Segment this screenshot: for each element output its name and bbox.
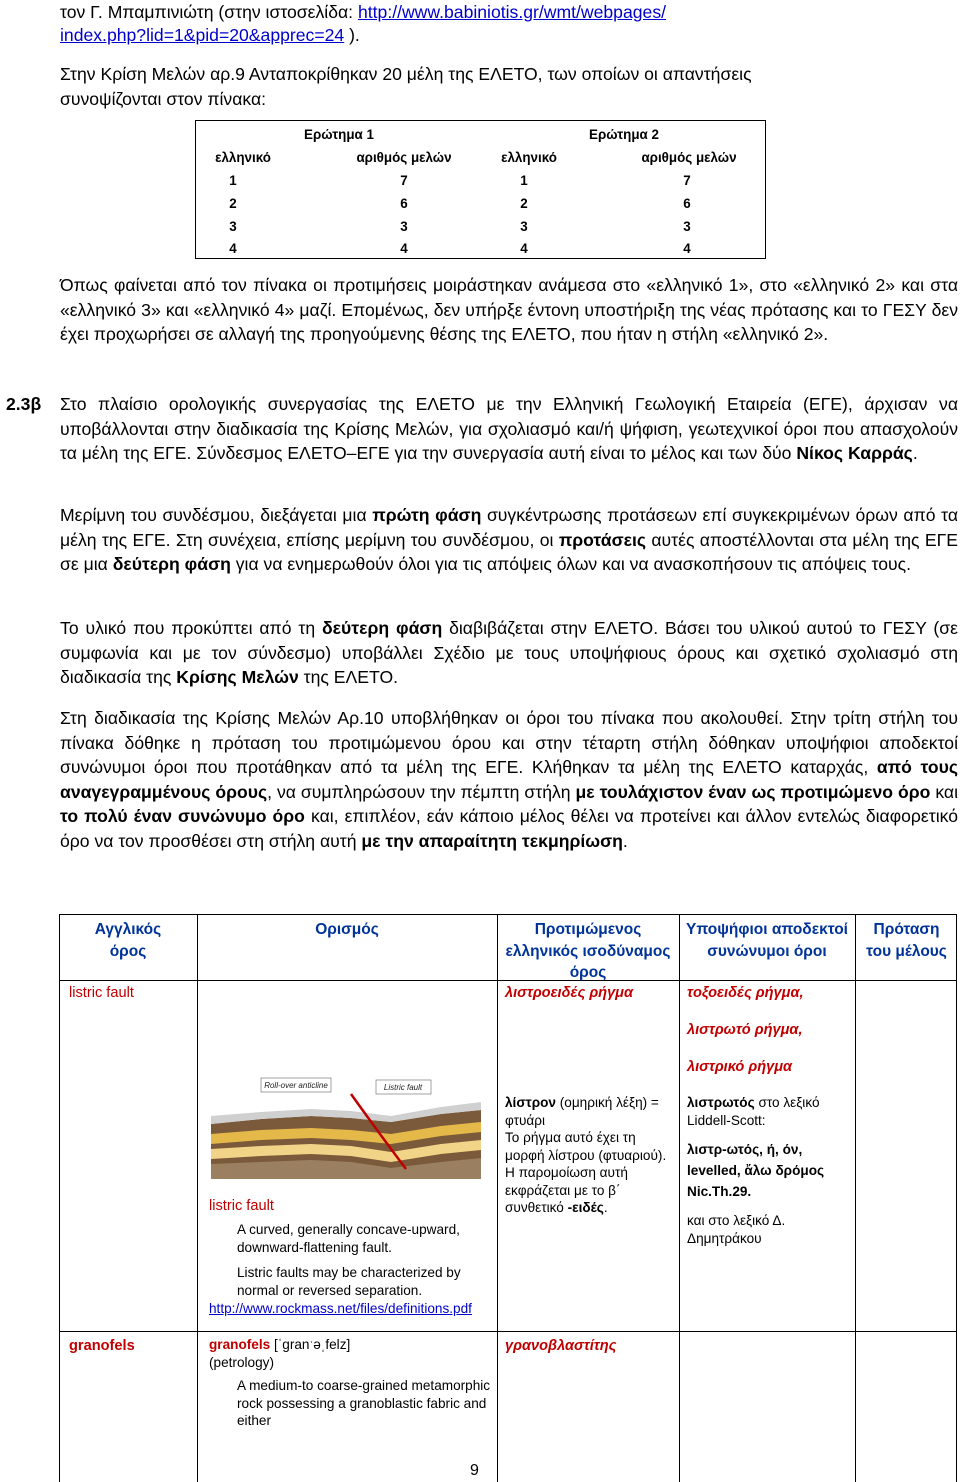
section-23b-end: . bbox=[912, 443, 918, 464]
karras-name: Νίκος Καρράς bbox=[796, 443, 913, 464]
table-border bbox=[197, 914, 198, 1482]
table-cell: 3 bbox=[683, 219, 691, 234]
q1-greek-col: ελληνικό bbox=[215, 150, 271, 165]
bold-run: το πολύ έναν συνώνυμο όρο bbox=[60, 806, 305, 827]
text-run: για να ενημερωθούν όλοι για τις απόψεις όλων και να ανασκοπήσουν τις απόψεις τους. bbox=[230, 554, 911, 575]
text-run: Το υλικό που προκύπτει από τη bbox=[60, 618, 323, 638]
candidate-term-3: λιστρικό ρήγμα bbox=[687, 1059, 793, 1075]
header-english-term: Αγγλικός όρος bbox=[94, 921, 162, 960]
table-cell: 4 bbox=[229, 241, 237, 256]
listron-etymology bbox=[505, 1094, 675, 1217]
english-term-listric-fault: listric fault bbox=[69, 985, 134, 1001]
rockmass-link[interactable]: http://www.rockmass.net/files/definitions.pdf bbox=[209, 1301, 472, 1316]
table-cell: 1 bbox=[520, 173, 528, 188]
text-run: Στη διαδικασία της Κρίσης Μελών Αρ.10 υποβλήθηκαν οι όροι του πίνακα που ακολουθεί. Στην τρίτη στήλη του πίνακα δόθηκε η πρόταση του προτιμώμενου όρου και στην τέταρτη στήλη δόθηκαν υποψήφιοι αποδεκτοί συνώνυμοι όροι που προτάθηκαν από τα μέλη της ΕΓΕ. Κλήθηκαν τα μέλη της ΕΛΕΤΟ καταρχάς, bbox=[60, 708, 958, 778]
preferred-term-granovlastitis: γρανοβλαστίτης bbox=[505, 1338, 617, 1354]
bold-run: granofels bbox=[209, 1337, 271, 1352]
english-term-granofels: granofels bbox=[69, 1338, 135, 1354]
listric-definition-2: Listric faults may be characterized by normal or reversed separation. bbox=[237, 1265, 461, 1298]
table-border bbox=[59, 1331, 957, 1332]
note-line-1 bbox=[687, 1094, 852, 1129]
candidate-term-2: λιστρωτό ρήγμα, bbox=[687, 1022, 803, 1038]
bold-run: προτάσεις bbox=[558, 529, 647, 550]
table-border bbox=[59, 914, 60, 1482]
bold-run: Κρίσης Μελών bbox=[176, 667, 299, 688]
text-run: Η παρομοίωση αυτή εκφράζεται με το β΄ συνθετικό bbox=[505, 1165, 628, 1215]
text-run: διαβιβάζεται στην ΕΛΕΤΟ. Βάσει του υλικού αυτού το ΓΕΣΥ (σε συμφωνία και με τον σύνδεσμο) υποβάλλει Σχέδιο με τους υποψήφιους όρους και σχετικό σχολιασμό στη διαδικασία της bbox=[60, 618, 958, 688]
granofels-def-text: A medium-to coarse-grained metamorphic rock possessing a granoblastic fabric and either bbox=[237, 1378, 491, 1428]
intro-line-1 bbox=[60, 0, 958, 25]
rockmass-link-cell bbox=[209, 1300, 493, 1318]
section-23b-text: Στο πλαίσιο ορολογικής συνεργασίας της ΕΛΕΤΟ με την Ελληνική Γεωλογική Εταιρεία (ΕΓΕ), άρχισαν να υποβάλλονται στην διαδικασία της Κρίσης Μελών, για σχολιασμό και/ή ψήφιση, γεωτεχνικοί όροι που απασχολούν τα μέλη της ΕΓΕ. Σύνδεσμος ΕΛΕΤΟ–ΕΓΕ για την συνεργασία αυτή είναι το μέλος και των δύο bbox=[60, 394, 958, 464]
text-run: , να συμπληρώσουν την πέμπτη στήλη bbox=[267, 781, 576, 802]
yliko-paragraph bbox=[60, 616, 958, 690]
babiniotis-link-part1[interactable]: http://www.babiniotis.gr/wmt/webpages/ bbox=[357, 2, 667, 22]
table-border bbox=[679, 914, 680, 1482]
merimna-paragraph bbox=[60, 503, 958, 577]
section-number: 2.3β bbox=[6, 394, 42, 414]
header-candidate-synonyms: Υποψήφιοι αποδεκτοί συνώνυμοι όροι bbox=[686, 921, 848, 960]
table-border bbox=[497, 914, 498, 1482]
granofels-def-line-1 bbox=[209, 1336, 493, 1354]
intro-suffix: ). bbox=[344, 25, 360, 45]
intro-line-2 bbox=[60, 23, 958, 48]
crisis-line-2: συνοψίζονται στον πίνακα: bbox=[60, 88, 267, 109]
krisi10-paragraph bbox=[60, 706, 958, 854]
table-cell: 4 bbox=[400, 241, 408, 256]
table-cell: 6 bbox=[683, 196, 691, 211]
q2-members-col: αριθμός μελών bbox=[641, 150, 737, 165]
table-cell: 2 bbox=[229, 196, 237, 211]
granofels-def-sub: (petrology) bbox=[209, 1354, 274, 1370]
bold-run: από τους αναγεγραμμένους όρους bbox=[60, 757, 959, 802]
table-cell: 1 bbox=[229, 173, 237, 188]
result-paragraph: Όπως φαίνεται από τον πίνακα οι προτιμήσεις μοιράστηκαν ανάμεσα στο «ελληνικό 1», στο «ελληνικό 2» και στα «ελληνικό 3» και «ελληνικό 4» μαζί. Επομένως, δεν υπήρξε έντονη υποστήριξη της νέας πρότασης και το ΓΕΣΥ δεν έχει προχωρήσει σε αλλαγή της προηγούμενης θέσης της ΕΛΕΤΟ, που ήταν η στήλη «ελληνικό 2». bbox=[60, 275, 958, 345]
text-run: συγκέντρωσης προτάσεων επί συγκεκριμένων όρων από τα μέλη της ΕΓΕ. Στη συνέχεια, επίσης μερίμνη του συνδέσμου, οι bbox=[60, 505, 958, 550]
strata-block bbox=[211, 1102, 481, 1179]
terms-table bbox=[59, 914, 957, 1482]
header-preferred-term: Προτιμώμενος ελληνικός ισοδύναμος όρος bbox=[505, 921, 671, 981]
etym-line-1 bbox=[505, 1094, 675, 1129]
table-cell: 3 bbox=[400, 219, 408, 234]
table-cell: 7 bbox=[400, 173, 408, 188]
listric-label: Listric fault bbox=[383, 1083, 423, 1092]
table-cell: 2 bbox=[520, 196, 528, 211]
table-border bbox=[855, 914, 856, 1482]
table-cell: 6 bbox=[400, 196, 408, 211]
table-cell: 4 bbox=[520, 241, 528, 256]
listrotos-note bbox=[687, 1094, 852, 1247]
text-run: και, επιπλέον, εάν κάποιο μέλος θέλει να προτείνει και άλλον εντελώς διαφορετικό όρο να τον προσθέσει στη στήλη αυτή bbox=[60, 806, 958, 851]
q2-greek-col: ελληνικό bbox=[501, 150, 557, 165]
q1-header: Ερώτημα 1 bbox=[304, 127, 374, 142]
q1-members-col: αριθμός μελών bbox=[356, 150, 452, 165]
text-run: και bbox=[930, 781, 958, 802]
listric-fault-diagram bbox=[201, 1074, 491, 1189]
bold-run: δεύτερη φάση bbox=[322, 618, 443, 638]
bold-run: λίστρον bbox=[505, 1095, 556, 1110]
text-run: (ομηρική λέξη) = φτυάρι bbox=[505, 1095, 659, 1128]
q2-header: Ερώτημα 2 bbox=[589, 127, 659, 142]
rollover-label: Roll-over anticline bbox=[264, 1081, 328, 1090]
granofels-definition bbox=[209, 1336, 493, 1430]
bold-run: λιστρωτός bbox=[687, 1095, 755, 1110]
crisis-paragraph bbox=[60, 62, 958, 111]
text-run: . bbox=[603, 1200, 608, 1215]
summary-table bbox=[195, 120, 766, 259]
etym-line-3 bbox=[505, 1164, 675, 1217]
table-cell: 3 bbox=[520, 219, 528, 234]
bold-run: δεύτερη φάση bbox=[112, 554, 231, 575]
etym-line-2: Το ρήγμα αυτό έχει τη μορφή λίστρου (φτυαριού). bbox=[505, 1130, 667, 1163]
header-member-proposal: Πρόταση του μέλους bbox=[866, 921, 947, 960]
candidate-term-1: τοξοειδές ρήγμα, bbox=[687, 985, 804, 1001]
note-line-2: λιστρ-ωτός, ή, όν, levelled, ἄλω δρόμος Nic.Th.29. bbox=[687, 1142, 825, 1199]
preferred-term-listroeides: λιστροειδές ρήγμα bbox=[505, 985, 634, 1001]
text-run: [ˈɡranˑəˌfelz] bbox=[270, 1337, 351, 1352]
bold-run: με την απαραίτητη τεκμηρίωση bbox=[361, 830, 623, 851]
table-border bbox=[956, 914, 957, 1482]
bold-run: πρώτη φάση bbox=[372, 505, 482, 525]
table-cell: 3 bbox=[229, 219, 237, 234]
text-run: αυτές αποστέλλονται στα μέλη της ΕΓΕ σε μια bbox=[60, 529, 958, 575]
header-definition: Ορισμός bbox=[315, 921, 379, 938]
definition-term-listric: listric fault bbox=[209, 1198, 274, 1214]
text-run: . bbox=[622, 830, 628, 851]
text-run: της ΕΛΕΤΟ. bbox=[298, 667, 399, 688]
text-run: Μερίμνη του συνδέσμου, διεξάγεται μια bbox=[60, 505, 373, 525]
page-number: 9 bbox=[470, 1462, 479, 1479]
note-line-3: και στο λεξικό Δ. Δημητράκου bbox=[687, 1213, 786, 1246]
crisis-line-1: Στην Κρίση Μελών αρ.9 Ανταποκρίθηκαν 20 μέλη της ΕΛΕΤΟ, των οποίων οι απαντήσεις bbox=[60, 64, 752, 84]
table-cell: 7 bbox=[683, 173, 691, 188]
table-border bbox=[59, 914, 957, 915]
listric-definition-1: A curved, generally concave-upward, downward-flattening fault. bbox=[237, 1222, 460, 1255]
intro-prefix: τον Γ. Μπαμπινιώτη (στην ιστοσελίδα: bbox=[60, 2, 358, 22]
bold-run: με τουλάχιστον έναν ως προτιμώμενο όρο bbox=[575, 781, 931, 802]
babiniotis-link-part2[interactable]: index.php?lid=1&pid=20&apprec=24 bbox=[60, 25, 345, 45]
bold-run: -ειδές bbox=[567, 1200, 604, 1215]
text-run: στο λεξικό Liddell-Scott: bbox=[687, 1095, 820, 1128]
section-23b-paragraph bbox=[60, 392, 958, 466]
table-cell: 4 bbox=[683, 241, 691, 256]
